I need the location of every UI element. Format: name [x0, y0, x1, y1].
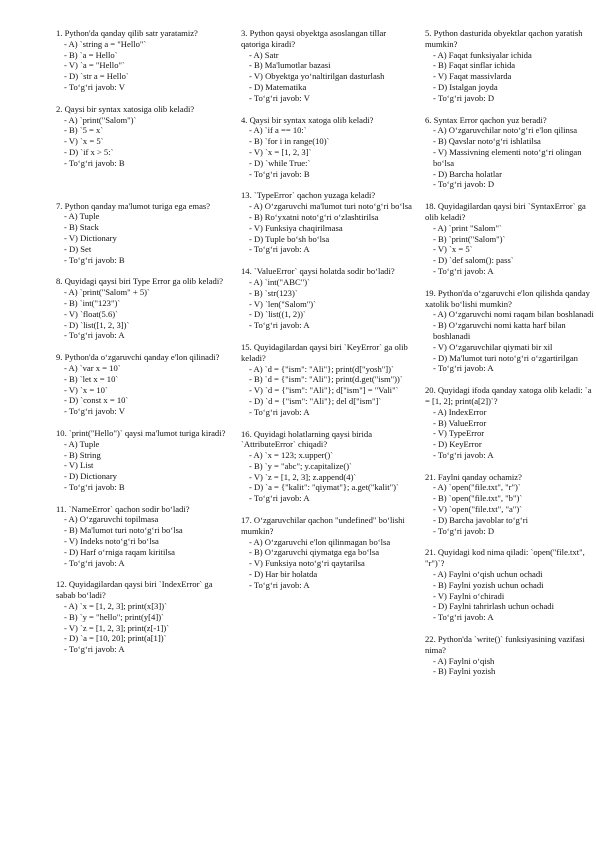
answer-option: - D) `str a = Hello`: [64, 71, 129, 82]
answer-option: - V) `a = "Hello"`: [64, 60, 125, 71]
question-text: 15. Quyidagilardan qaysi biri `KeyError` ga olib keladi?: [241, 341, 408, 363]
answer-option: - A) IndexError: [433, 406, 487, 417]
answer-option: - B) `a = Hello`: [64, 49, 118, 60]
answer-option: - B) Faqat sinflar ichida: [433, 60, 516, 71]
correct-answer: - To‘g‘ri javob: A: [64, 330, 125, 341]
answer-option: - A) Tuple: [64, 438, 100, 449]
question-text: 19. Python'da o‘zgaruvchi e'lon qilishda qanday xatolik bo‘lishi mumkin?: [425, 287, 590, 309]
question-block: [56, 201, 228, 266]
answer-option: - B) Qavslar noto‘g‘ri ishlatilsa: [433, 136, 541, 147]
question-text: 11. `NameError` qachon sodir bo‘ladi?: [56, 503, 190, 514]
correct-answer: - To‘g‘ri javob: D: [433, 179, 495, 190]
question-block: [56, 104, 228, 169]
answer-option: - V) Massivning elementi noto‘g‘ri olingan bo‘lsa: [433, 146, 582, 168]
answer-option: - D) `a = [10, 20]; print(a[1])`: [64, 633, 167, 644]
correct-answer: - To‘g‘ri javob: D: [433, 92, 495, 103]
answer-option: - A) O‘zgaruvchi nomi raqam bilan boshlanadi: [433, 309, 594, 320]
correct-answer: - To‘g‘ri javob: D: [433, 525, 495, 536]
answer-option: - A) `print("Salom" + 5)`: [64, 287, 150, 298]
correct-answer: - To‘g‘ri javob: A: [433, 449, 494, 460]
question-block: [425, 28, 596, 104]
column-3: [425, 28, 596, 688]
answer-option: - V) `x = 10`: [64, 384, 108, 395]
correct-answer: - To‘g‘ri javob: A: [249, 579, 310, 590]
answer-option: - D) Ma'lumot turi noto‘g‘ri o‘zgartirilgan: [433, 352, 578, 363]
answer-option: - D) `def salom(): pass`: [433, 255, 514, 266]
answer-option: - B) `int("123")`: [64, 297, 121, 308]
answer-option: - D) `list([1, 2, 3])`: [64, 319, 130, 330]
correct-answer: - To‘g‘ri javob: A: [433, 612, 494, 623]
answer-option: - B) Ro‘yxatni noto‘g‘ri o‘zlashtirilsa: [249, 211, 379, 222]
answer-option: - V) Indeks noto‘g‘ri bo‘lsa: [64, 536, 159, 547]
question-text: 18. Quyidagilardan qaysi biri `SyntaxError` ga olib keladi?: [425, 201, 586, 222]
question-block: [56, 352, 228, 417]
question-block: [241, 515, 413, 591]
correct-answer: - To‘g‘ri javob: A: [249, 493, 310, 504]
answer-option: - D) Barcha javoblar to‘g‘ri: [433, 514, 528, 525]
question-block: [241, 28, 413, 104]
answer-option: - B) ValueError: [433, 417, 487, 428]
answer-option: - V) Funksiya noto‘g‘ri qaytarilsa: [249, 558, 365, 569]
answer-option: - B) Faylni yozish: [433, 666, 496, 677]
answer-option: - A) O‘zgaruvchi e'lon qilinmagan bo‘lsa: [249, 536, 391, 547]
correct-answer: - To‘g‘ri javob: A: [433, 265, 494, 276]
question-text: 13. `TypeError` qachon yuzaga keladi?: [241, 190, 376, 201]
answer-option: - V) `z = [1, 2, 3]; print(z[-1])`: [64, 622, 170, 633]
question-text: 7. Python qanday ma'lumot turiga ega emas?: [56, 200, 211, 211]
answer-option: - D) `while True:`: [249, 157, 311, 168]
correct-answer: - To‘g‘ri javob: V: [249, 92, 310, 103]
question-text: 1. Python'da qanday qilib satr yaratamiz?: [56, 28, 198, 38]
answer-option: - B) `y = "hello"; print(y[4])`: [64, 611, 164, 622]
question-block: [241, 190, 413, 255]
question-text: 22. Python'da `write()` funksiyasining vazifasi nima?: [425, 634, 585, 655]
answer-option: - D) Har bir holatda: [249, 569, 318, 580]
answer-option: - V) `x = 5`: [433, 244, 473, 255]
answer-option: - A) `string a = "Hello"`: [64, 38, 147, 49]
question-text: 2. Qaysi bir syntax xatosiga olib keladi?: [56, 103, 195, 114]
answer-option: - V) `len("Salom")`: [249, 298, 316, 309]
answer-option: - D) Istalgan joyda: [433, 81, 498, 92]
answer-option: - D) KeyError: [433, 439, 482, 450]
correct-answer: - To‘g‘ri javob: B: [64, 157, 125, 168]
answer-option: - B) `let x = 10`: [64, 373, 119, 384]
answer-option: - V) Faqat massivlarda: [433, 71, 512, 82]
answer-option: - B) Ma'lumotlar bazasi: [249, 60, 331, 71]
answer-option: - A) Faylni o‘qish uchun ochadi: [433, 569, 543, 580]
question-text: 9. Python'da o‘zgaruvchi qanday e'lon qilinadi?: [56, 352, 220, 363]
question-block: [241, 429, 413, 505]
question-text: 17. O‘zgaruvchilar qachon "undefined" bo‘lishi mumkin?: [241, 515, 405, 536]
answer-option: - D) Harf o‘rniga raqam kiritilsa: [64, 546, 175, 557]
answer-option: - D) `a = {"kalit": "qiymat"}; a.get("kalit")`: [249, 482, 399, 493]
answer-option: - B) `print("Salom")`: [433, 233, 506, 244]
question-block: [425, 201, 596, 277]
question-block: [425, 288, 596, 374]
question-block: [56, 276, 228, 341]
question-block: [425, 115, 596, 191]
answer-option: - V) Obyektga yo‘naltirilgan dasturlash: [249, 71, 385, 82]
correct-answer: - To‘g‘ri javob: B: [249, 168, 310, 179]
answer-option: - V) `open("file.txt", "a")`: [433, 504, 523, 515]
answer-option: - A) `print("Salom")`: [64, 114, 137, 125]
answer-option: - A) `if a == 10:`: [249, 125, 307, 136]
question-text: 5. Python dasturida obyektlar qachon yaratish mumkin?: [425, 28, 583, 49]
correct-answer: - To‘g‘ri javob: A: [64, 557, 125, 568]
answer-option: - D) Barcha holatlar: [433, 168, 502, 179]
answer-option: - A) O‘zgaruvchilar noto‘g‘ri e'lon qilinsa: [433, 125, 578, 136]
column-1: [56, 28, 228, 666]
question-block: [425, 385, 596, 461]
answer-option: - B) O‘zgaruvchi nomi katta harf bilan boshlanadi: [433, 320, 566, 341]
question-text: 3. Python qaysi obyektga asoslangan tillar qatoriga kiradi?: [241, 28, 387, 49]
answer-option: - V) O‘zgaruvchilar qiymati bir xil: [433, 341, 553, 352]
question-text: 10. `print("Hello")` qaysi ma'lumot turiga kiradi?: [56, 427, 226, 438]
answer-option: - A) Faqat funksiyalar ichida: [433, 49, 532, 60]
question-block: [425, 472, 596, 537]
question-text: 20. Quyidagi ifoda qanday xatoga olib keladi: `a = [1, 2]; print(a[2])`?: [425, 385, 592, 406]
answer-option: - D) `const x = 10`: [64, 395, 129, 406]
correct-answer: - To‘g‘ri javob: A: [249, 406, 310, 417]
correct-answer: - To‘g‘ri javob: B: [64, 481, 125, 492]
answer-option: - B) `5 = x`: [64, 125, 104, 136]
answer-option: - B) String: [64, 449, 101, 460]
answer-option: - D) Dictionary: [64, 471, 117, 482]
answer-option: - V) Funksiya chaqirilmasa: [249, 222, 343, 233]
answer-option: - A) `x = 123; x.upper()`: [249, 450, 334, 461]
answer-option: - A) `var x = 10`: [64, 362, 121, 373]
answer-option: - V) `d = {"ism": "Ali"}; d["ism"] = "Vali"`: [249, 385, 399, 396]
answer-option: - V) `x = [1, 2, 3]`: [249, 146, 312, 157]
answer-option: - D) Tuple bo‘sh bo‘lsa: [249, 233, 330, 244]
answer-option: - A) `int("ABC")`: [249, 276, 310, 287]
answer-option: - B) Ma'lumot turi noto‘g‘ri bo‘lsa: [64, 525, 183, 536]
question-block: [56, 504, 228, 569]
answer-option: - A) O‘zgaruvchi topilmasa: [64, 514, 159, 525]
question-text: 4. Qaysi bir syntax xatoga olib keladi?: [241, 114, 374, 125]
answer-option: - B) `str(123)`: [249, 287, 298, 298]
answer-option: - A) `open("file.txt", "r")`: [433, 482, 521, 493]
question-block: [56, 428, 228, 493]
answer-option: - V) List: [64, 460, 94, 471]
question-block: [56, 579, 228, 655]
answer-option: - A) `print "Salom"`: [433, 222, 502, 233]
question-text: 21. Faylni qanday ochamiz?: [425, 471, 522, 482]
answer-option: - V) TypeError: [433, 428, 485, 439]
answer-option: - D) Set: [64, 243, 92, 254]
answer-option: - D) Faylni tahrirlash uchun ochadi: [433, 601, 554, 612]
correct-answer: - To‘g‘ri javob: A: [249, 244, 310, 255]
answer-option: - B) `y = "abc"; y.capitalize()`: [249, 460, 352, 471]
column-2: [241, 28, 413, 602]
answer-option: - V) Faylni o‘chiradi: [433, 590, 505, 601]
correct-answer: - To‘g‘ri javob: B: [64, 254, 125, 265]
question-block: [56, 28, 228, 93]
correct-answer: - To‘g‘ri javob: V: [64, 81, 125, 92]
correct-answer: - To‘g‘ri javob: A: [433, 363, 494, 374]
correct-answer: - To‘g‘ri javob: V: [64, 406, 125, 417]
question-text: 14. `ValueError` qaysi holatda sodir bo‘ladi?: [241, 266, 395, 277]
answer-option: - A) `d = {"ism": "Ali"}; print(d["yosh"])`: [249, 363, 394, 374]
answer-option: - A) O‘zgaruvchi ma'lumot turi noto‘g‘ri bo‘lsa: [249, 201, 412, 212]
question-block: [241, 342, 413, 418]
answer-option: - A) `x = [1, 2, 3]; print(x[3])`: [64, 601, 167, 612]
correct-answer: - To‘g‘ri javob: A: [249, 320, 310, 331]
question-text: 12. Quyidagilardan qaysi biri `IndexError` ga sabab bo‘ladi?: [56, 579, 213, 601]
answer-option: - B) `d = {"ism": "Ali"}; print(d.get("ism"))`: [249, 374, 403, 385]
question-block: [425, 634, 596, 677]
answer-option: - D) `d = {"ism": "Ali"}; del d["ism"]`: [249, 395, 382, 406]
question-text: 21. Quyidagi kod nima qiladi: `open("file.txt", "r")`?: [425, 547, 585, 569]
question-block: [241, 115, 413, 180]
answer-option: - D) `list((1, 2))`: [249, 309, 306, 320]
question-block: [425, 547, 596, 623]
answer-option: - V) `z = [1, 2, 3]; z.append(4)`: [249, 471, 357, 482]
answer-option: - B) Faylni yozish uchun ochadi: [433, 579, 544, 590]
answer-option: - B) `for i in range(10)`: [249, 136, 330, 147]
answer-option: - A) Faylni o‘qish: [433, 655, 495, 666]
question-text: 8. Quyidagi qaysi biri Type Error ga olib keladi?: [56, 276, 224, 287]
answer-option: - B) Stack: [64, 222, 99, 233]
answer-option: - D) Matematika: [249, 81, 307, 92]
answer-option: - A) Satr: [249, 49, 279, 60]
answer-option: - V) `float(5.6)`: [64, 308, 119, 319]
answer-option: - V) Dictionary: [64, 232, 117, 243]
question-text: 16. Quyidagi holatlarning qaysi birida `AttributeError` chiqadi?: [241, 428, 373, 450]
question-block: [241, 266, 413, 331]
answer-option: - V) `x = 5`: [64, 136, 104, 147]
question-text: 6. Syntax Error qachon yuz beradi?: [425, 114, 547, 125]
answer-option: - D) `if x > 5:`: [64, 146, 114, 157]
answer-option: - B) O‘zgaruvchi qiymatga ega bo‘lsa: [249, 547, 380, 558]
correct-answer: - To‘g‘ri javob: A: [64, 644, 125, 655]
answer-option: - A) Tuple: [64, 211, 100, 222]
answer-option: - B) `open("file.txt", "b")`: [433, 493, 523, 504]
